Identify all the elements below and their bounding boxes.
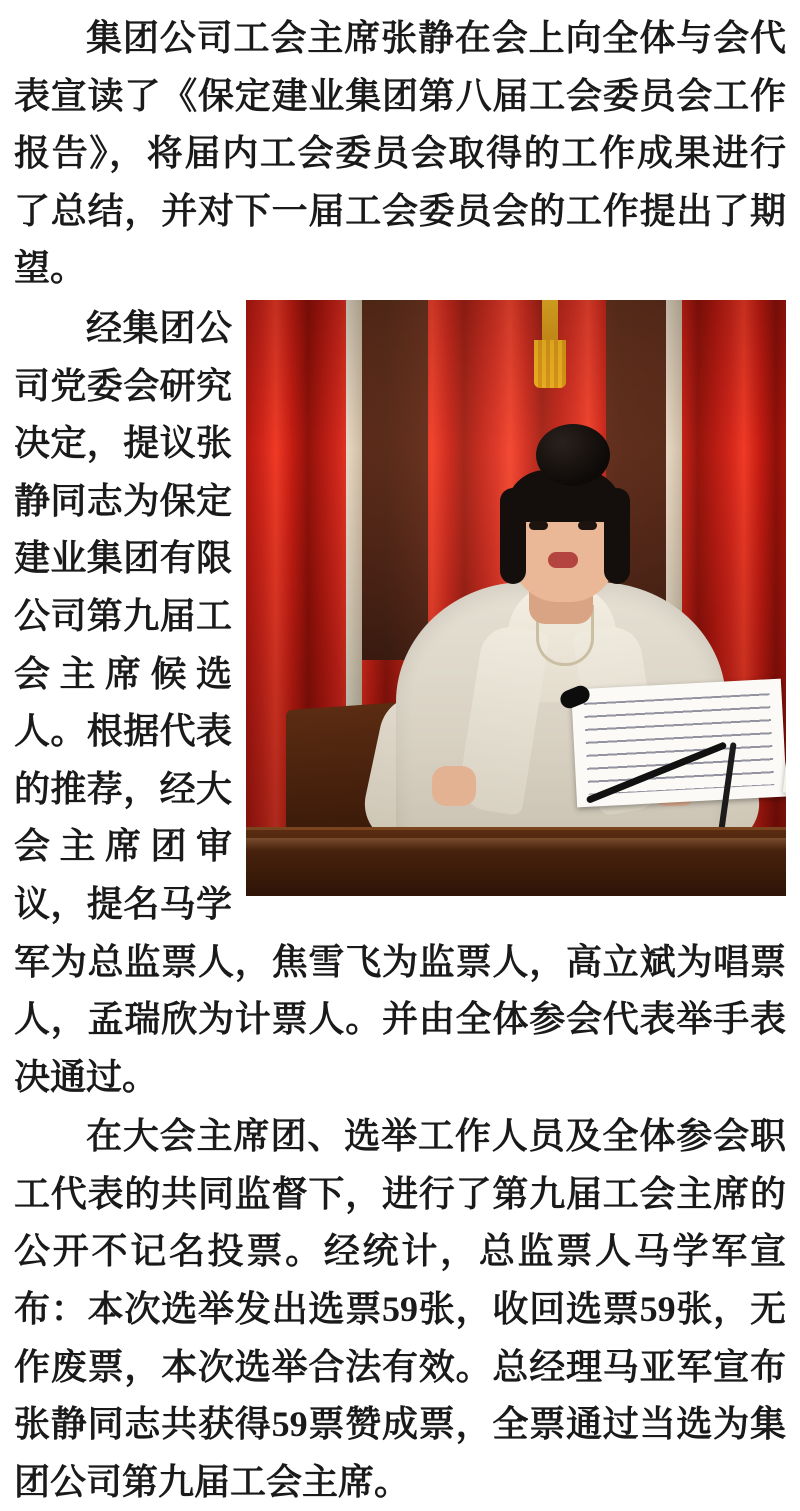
hair-bun <box>536 424 610 486</box>
conference-table <box>246 827 786 896</box>
table-highlight <box>246 838 786 850</box>
speaker-figure <box>396 382 726 852</box>
eye-left <box>529 521 548 530</box>
hand-left <box>432 766 476 806</box>
handwritten-speech-paper <box>571 679 786 808</box>
paragraph-2: 经集团公司党委会研究决定，提议张静同志为保定建业集团有限公司第九届工会主席候选人。根据代表的推荐，经大会主席团审议，提名马学军为总监票人，焦雪飞为监票人，高立斌为唱票人，孟瑞欣为计票人。并由全体参会代表举手表决通过。 <box>14 307 786 1097</box>
article-body <box>14 10 786 1511</box>
photo-composition <box>246 300 786 896</box>
meeting-photo <box>246 300 786 896</box>
paragraph-1: 集团公司工会主席张静在会上向全体与会代表宣读了《保定建业集团第八届工会委员会工作报告》，将届内工会委员会取得的工作成果进行了总结，并对下一届工会委员会的工作提出了期望。 <box>14 18 786 289</box>
paragraph-3: 在大会主席团、选举工作人员及全体参会职工代表的共同监督下，进行了第九届工会主席的公开不记名投票。经统计，总监票人马学军宣布：本次选举发出选票59张，收回选票59张，无作废票，本次选举合法有效。总经理马亚军宣布张静同志共获得59票赞成票，全票通过当选为集团公司第九届工会主席。 <box>14 1116 786 1502</box>
eye-right <box>578 521 597 530</box>
mouth <box>548 552 578 568</box>
